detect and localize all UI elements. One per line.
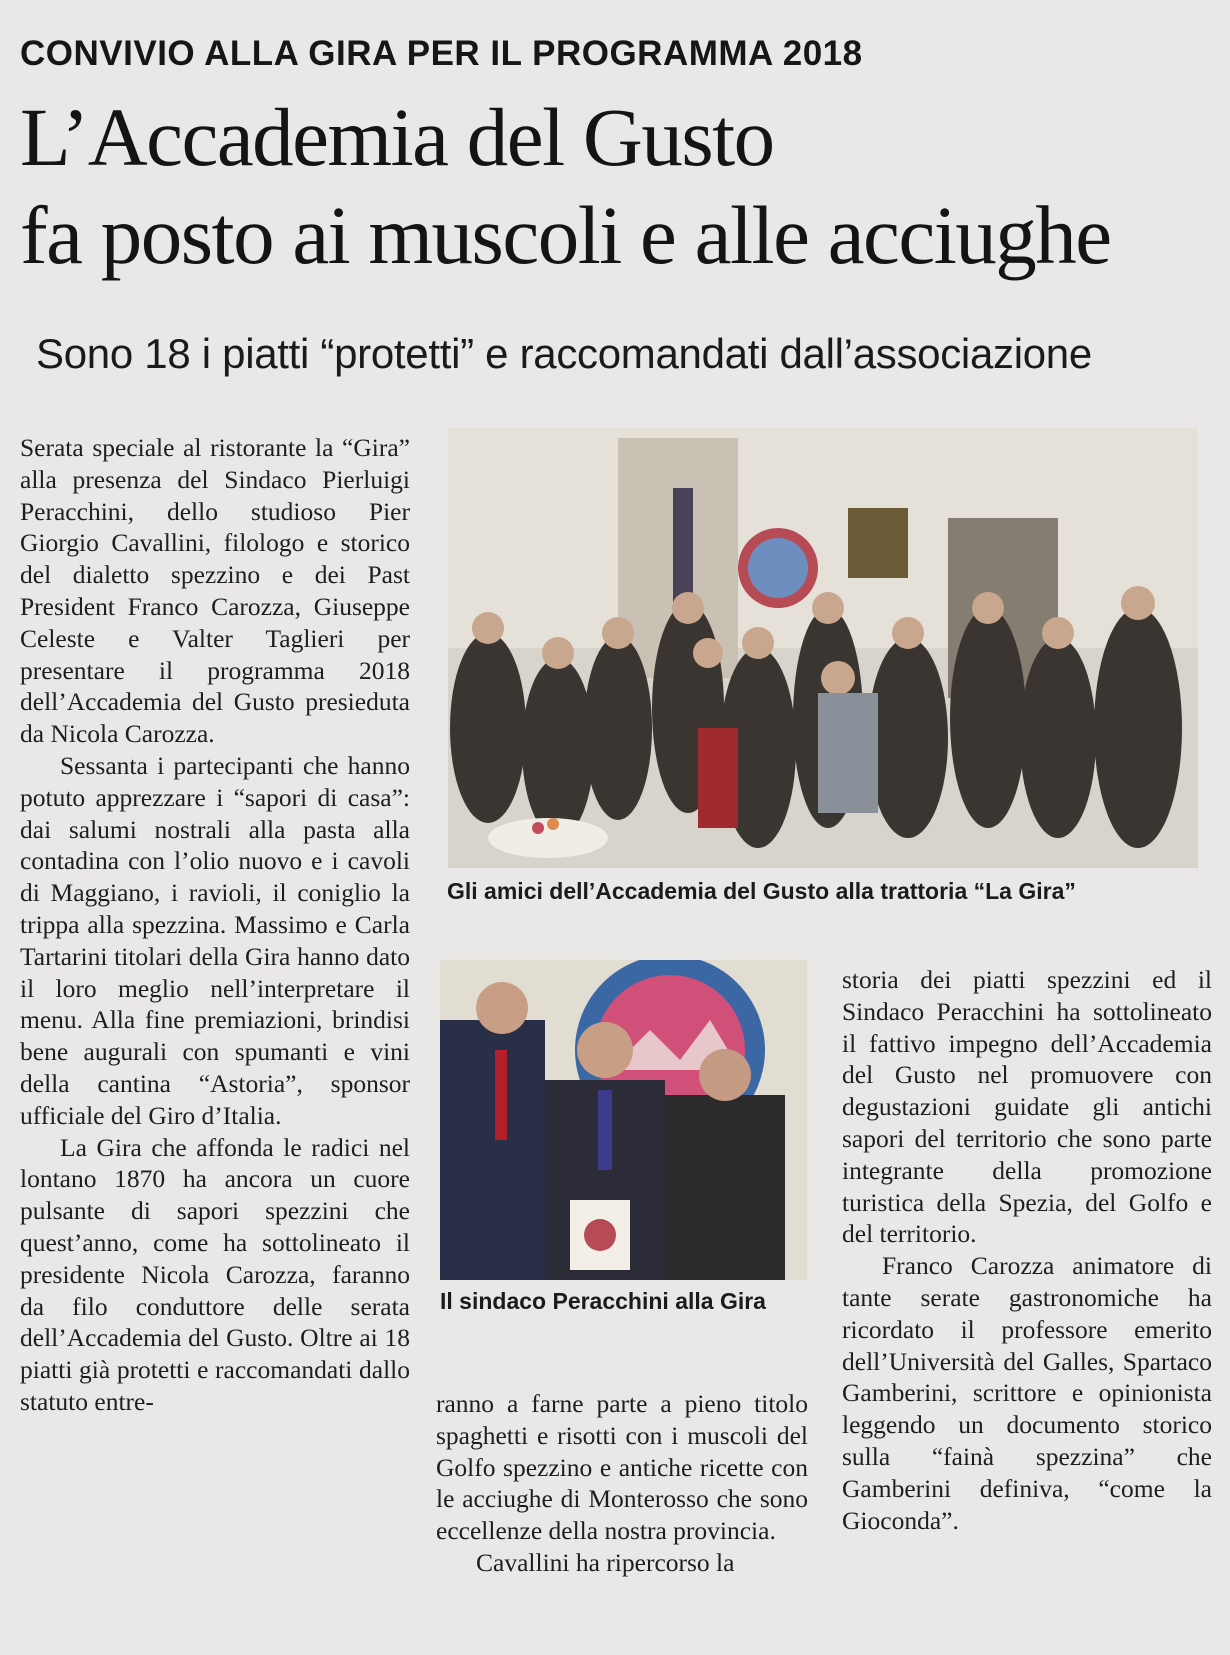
paragraph: ranno a farne parte a pieno titolo spaghetti e risotti con i muscoli del Golfo spezzino e antiche ricette con le acciughe di Monterosso che sono eccellenze della nostra provincia.	[436, 1389, 808, 1546]
headline	[20, 88, 1210, 284]
mayor-photo	[440, 960, 807, 1280]
paragraph: Serata speciale al ristorante la “Gira” alla presenza del Sindaco Pierluigi Peracchini, dello studioso Pier Giorgio Cavallini, filologo e storico del dialetto spezzino e dei Past President Franco Carozza, Giuseppe Celeste e Valter Taglieri per presentare il programma 2018 dell’Accademia del Gusto presieduta da Nicola Carozza.	[20, 433, 410, 749]
group-photo-illustration	[448, 428, 1198, 868]
mayor-photo-illustration	[440, 960, 807, 1280]
subheadline: Sono 18 i piatti “protetti” e raccomandati dall’associazione	[36, 330, 1092, 377]
group-photo	[448, 428, 1198, 868]
body-column-2	[436, 1388, 808, 1579]
headline-line-1: L’Accademia del Gusto	[20, 91, 774, 183]
body-column-3	[842, 964, 1212, 1536]
paragraph: storia dei piatti spezzini ed il Sindaco Peracchini ha sottolineato il fattivo impegno dell’Accademia del Gusto nel promuovere con degustazioni guidate gli antichi sapori del territorio che sono parte integrante della promozione turistica della Spezia, del Golfo e del territorio.	[842, 965, 1212, 1249]
headline-line-2: fa posto ai muscoli e alle acciughe	[20, 189, 1111, 281]
paragraph: Sessanta i partecipanti che hanno potuto apprezzare i “sapori di casa”: dai salumi nostrali alla pasta alla contadina con l’olio nuovo e i cavoli di Maggiano, i ravioli, il coniglio la trippa alla spezzina. Massimo e Carla Tartarini titolari della Gira hanno dato il loro meglio nell’interpretare il menu. Alla fine premiazioni, brindisi bene augurali con spumanti e vini della cantina “Astoria”, sponsor ufficiale del Giro d’Italia.	[20, 750, 410, 1130]
body-column-1	[20, 432, 410, 1418]
paragraph: Cavallini ha ripercorso la	[476, 1547, 735, 1577]
kicker: CONVIVIO ALLA GIRA PER IL PROGRAMMA 2018	[20, 34, 863, 73]
photo-caption-2: Il sindaco Peracchini alla Gira	[440, 1288, 766, 1314]
paragraph: La Gira che affonda le radici nel lontano 1870 ha ancora un cuore pulsante di sapori spezzini che quest’anno, come ha sottolineato il presidente Nicola Carozza, faranno da filo conduttore delle serata dell’Accademia del Gusto. Oltre ai 18 piatti già protetti e raccomandati dallo statuto entre-	[20, 1132, 410, 1416]
photo-caption-1: Gli amici dell’Accademia del Gusto alla trattoria “La Gira”	[447, 878, 1076, 904]
paragraph: Franco Carozza animatore di tante serate gastronomiche ha ricordato il professore emerito dell’Università del Galles, Spartaco Gamberini, scrittore e opinionista leggendo un documento storico sulla “fainà spezzina” che Gamberini definiva, “come la Gioconda”.	[842, 1251, 1212, 1535]
